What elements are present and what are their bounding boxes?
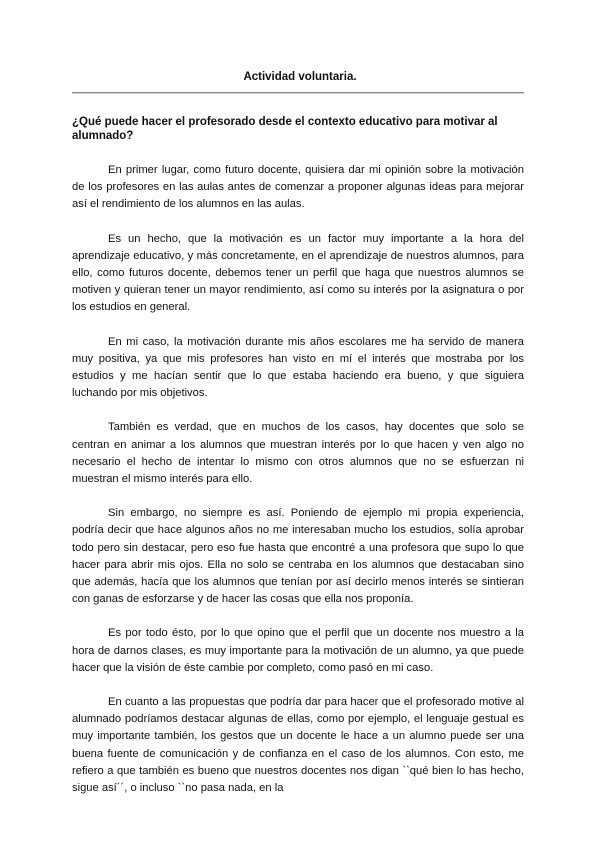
title-divider bbox=[72, 92, 524, 94]
question-heading: ¿Qué puede hacer el profesorado desde el contexto educativo para motivar al alumnado? bbox=[72, 116, 498, 142]
document-title: Actividad voluntaria. bbox=[243, 71, 357, 83]
paragraph: En cuanto a las propuestas que podría dar para hacer que el profesorado motive al alumnado podríamos destacar algunas de ellas, como por ejemplo, el lenguaje gestual es muy importante también, los gestos que un docente le hace a un alumno puede ser una buena fuente de comunicación y de confianza en el caso de los alumnos. Con esto, me refiero a que también es bueno que nuestros docentes nos digan ``qué bien lo has hecho, sigue así´´, o incluso ``no pasa nada, en la bbox=[72, 696, 524, 795]
paragraph: Es un hecho, que la motivación es un factor muy importante a la hora del aprendizaje educativo, y más concretamente, en el aprendizaje de nuestros alumnos, para ello, como futuros docente, debemos tener un perfil que haga que nuestros alumnos se motiven y quieran tener un mayor rendimiento, así como su interés por la asignatura o por los estudios en general. bbox=[72, 232, 524, 314]
paragraph: Es por todo ésto, por lo que opino que el perfil que un docente nos muestro a la hora de darnos clases, es muy importante para la motivación de un alumno, ya que puede hacer que la visión de éste cambie por completo, como pasó en mi caso. bbox=[72, 627, 524, 674]
paragraph: En mi caso, la motivación durante mis años escolares me ha servido de manera muy positiva, ya que mis profesores han visto en mí el interés que mostraba por los estudios y me hacían sentir que lo que estaba haciendo era bueno, y que siguiera luchando por mis objetivos. bbox=[72, 335, 524, 400]
paragraph: En primer lugar, como futuro docente, quisiera dar mi opinión sobre la motivación de los profesores en las aulas antes de comenzar a proponer algunas ideas para mejorar así el rendimiento de los alumnos en las aulas. bbox=[72, 164, 524, 211]
document-body bbox=[72, 162, 524, 814]
paragraph: Sin embargo, no siempre es así. Poniendo de ejemplo mi propia experiencia, podría decir que hace algunos años no me interesaban mucho los estudios, solía aprobar todo pero sin destacar, pero eso fue hasta que encontré a una profesora que supo lo que hacer para abrir mis ojos. Ella no solo se centraba en los alumnos que destacaban sino que además, hacía que los alumnos que tenían por así decirlo menos interés se sintieran con ganas de esforzarse y de hacer las cosas que ella nos proponía. bbox=[72, 507, 524, 606]
paragraph: También es verdad, que en muchos de los casos, hay docentes que solo se centran en animar a los alumnos que muestran interés por lo que hacen y ven algo no necesario el hecho de intentar lo mismo con otros alumnos que no se esfuerzan ni muestran el mismo interés para ello. bbox=[72, 421, 524, 486]
